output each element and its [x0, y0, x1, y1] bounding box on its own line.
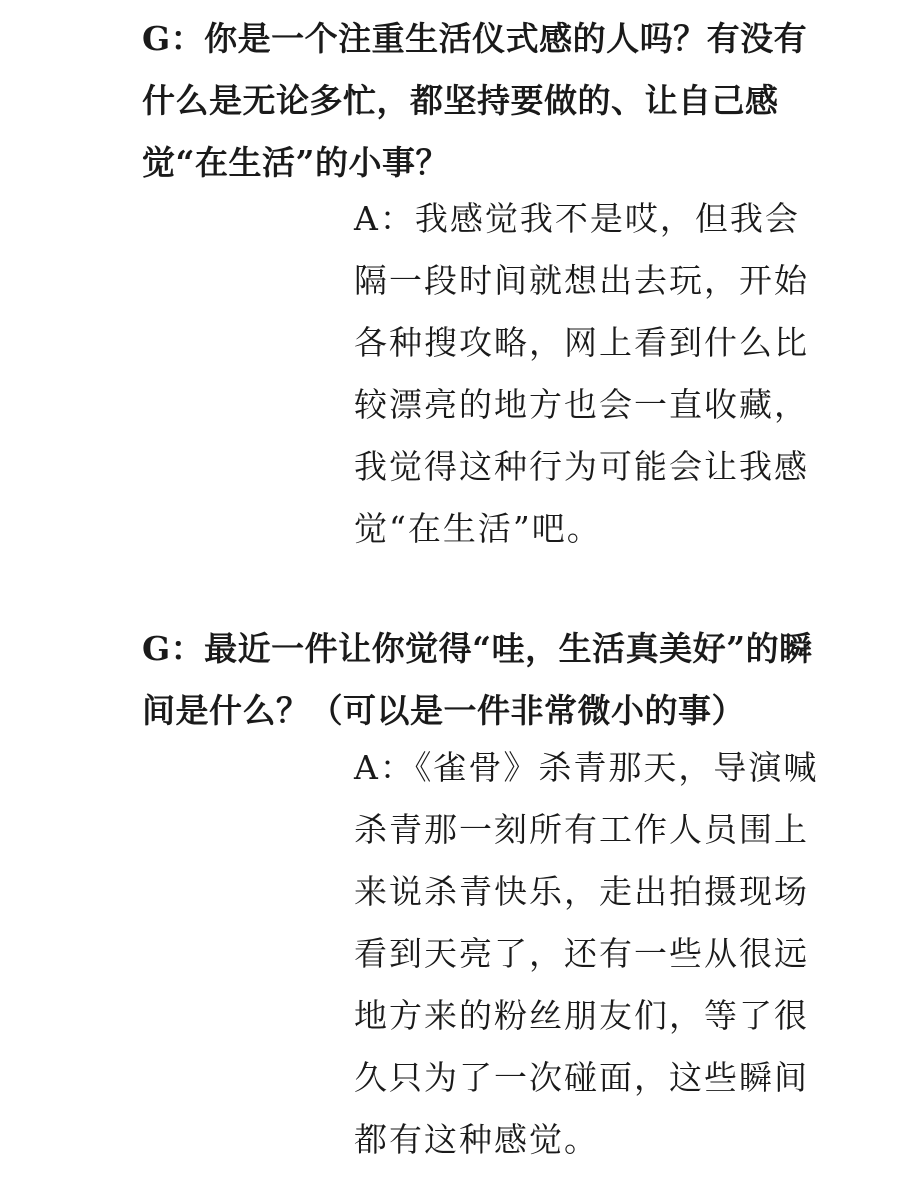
question-1: G：你是一个注重生活仪式感的人吗？有没有什么是无论多忙，都坚持要做的、让自己感觉“在生活”的小事？	[142, 19, 808, 182]
answer-2: A：《雀骨》杀青那天，导演喊杀青那一刻所有工作人员围上来说杀青快乐，走出拍摄现场看到天亮了，还有一些从很远地方来的粉丝朋友们，等了很久只为了一次碰面，这些瞬间都有这种感觉。	[354, 748, 819, 1159]
question-2: G：最近一件让你觉得“哇，生活真美好”的瞬间是什么？（可以是一件非常微小的事）	[142, 629, 813, 730]
answer-1: A：我感觉我不是哎，但我会隔一段时间就想出去玩，开始各种搜攻略，网上看到什么比较漂亮的地方也会一直收藏，我觉得这种行为可能会让我感觉“在生活”吧。	[354, 199, 809, 548]
